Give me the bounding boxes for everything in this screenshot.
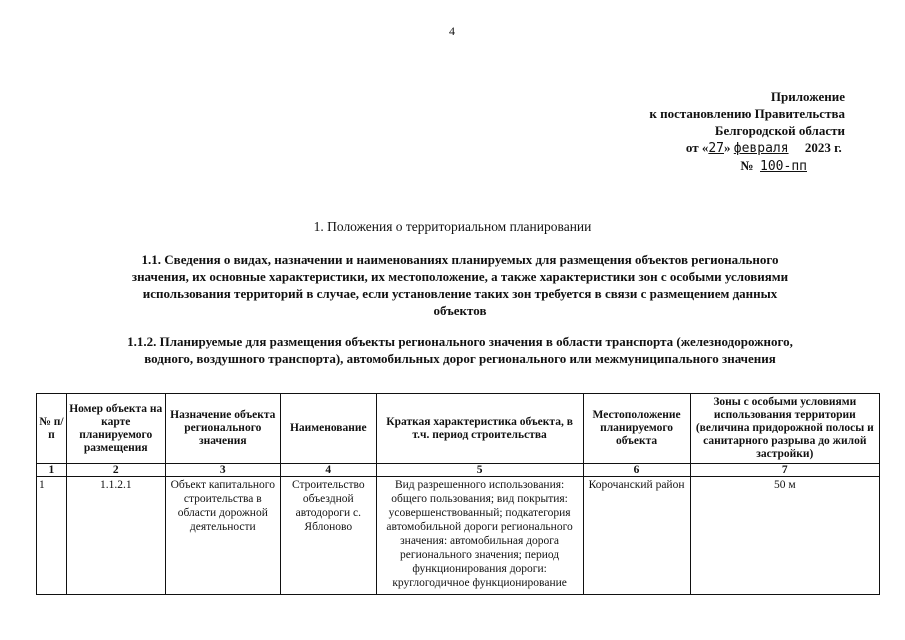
date-month: февраля <box>733 141 789 156</box>
section-title: 1. Положения о территориальном планировании <box>313 219 592 234</box>
date-day-suffix: » <box>724 140 731 155</box>
header-description: Краткая характеристика объекта, в т.ч. период строительства <box>376 394 583 464</box>
column-number: 3 <box>165 464 280 477</box>
column-number: 7 <box>690 464 879 477</box>
table-column-numbers-row <box>37 464 880 477</box>
column-number: 2 <box>66 464 165 477</box>
number-value: 100-пп <box>760 159 807 174</box>
row-object-number: 1.1.2.1 <box>66 477 165 595</box>
header-purpose: Назначение объекта регионального значения <box>165 394 280 464</box>
subsection-1-heading: 1.1. Сведения о видах, назначении и наименованиях планируемых для размещения объектов регионального значения, их основные характеристики, их местоположение, а также характеристики зон с особыми условиями использования территорий в случае, если установление таких зон требуется в связи с размещением данных объектов <box>131 252 789 318</box>
header-name: Наименование <box>280 394 376 464</box>
column-number: 1 <box>37 464 67 477</box>
appendix-title: Приложение <box>770 89 845 104</box>
subsection-2-heading: 1.1.2. Планируемые для размещения объекты регионального значения в области транспорта (железнодорожного, водного, воздушного транспорта), автомобильных дорог регионального или межмуниципального значения <box>127 334 793 366</box>
header-num: № п/п <box>37 394 67 464</box>
appendix-decree-line: к постановлению Правительства <box>649 106 845 121</box>
row-location: Корочанский район <box>583 477 690 595</box>
appendix-block <box>649 88 845 175</box>
date-year: 2023 г. <box>804 140 842 155</box>
page-number: 4 <box>449 24 455 38</box>
row-zones: 50 м <box>690 477 879 595</box>
header-zones: Зоны с особыми условиями использования территории (величина придорожной полосы и санитарного разрыва до жилой застройки) <box>690 394 879 464</box>
appendix-region-line: Белгородской области <box>714 123 845 138</box>
row-num: 1 <box>37 477 67 595</box>
column-number: 5 <box>376 464 583 477</box>
date-prefix: от « <box>685 140 709 155</box>
date-day: 27 <box>708 141 725 156</box>
row-description: Вид разрешенного использования: общего пользования; вид покрытия: усовершенствованный; подкатегория автомобильной дороги регионального значения: автомобильная дорога регионального значения; период функционирования дороги: круглогодичное функционирование <box>376 477 583 595</box>
header-object-number: Номер объекта на карте планируемого размещения <box>66 394 165 464</box>
table-row <box>37 477 880 595</box>
row-name: Строительство объездной автодороги с. Яблоново <box>280 477 376 595</box>
header-location: Местоположение планируемого объекта <box>583 394 690 464</box>
number-prefix: № <box>740 158 754 173</box>
row-purpose: Объект капитального строительства в области дорожной деятельности <box>165 477 280 595</box>
table-header-row <box>37 394 880 464</box>
appendix-date <box>649 139 845 157</box>
objects-table <box>36 393 880 595</box>
column-number: 6 <box>583 464 690 477</box>
column-number: 4 <box>280 464 376 477</box>
appendix-number <box>649 157 845 175</box>
